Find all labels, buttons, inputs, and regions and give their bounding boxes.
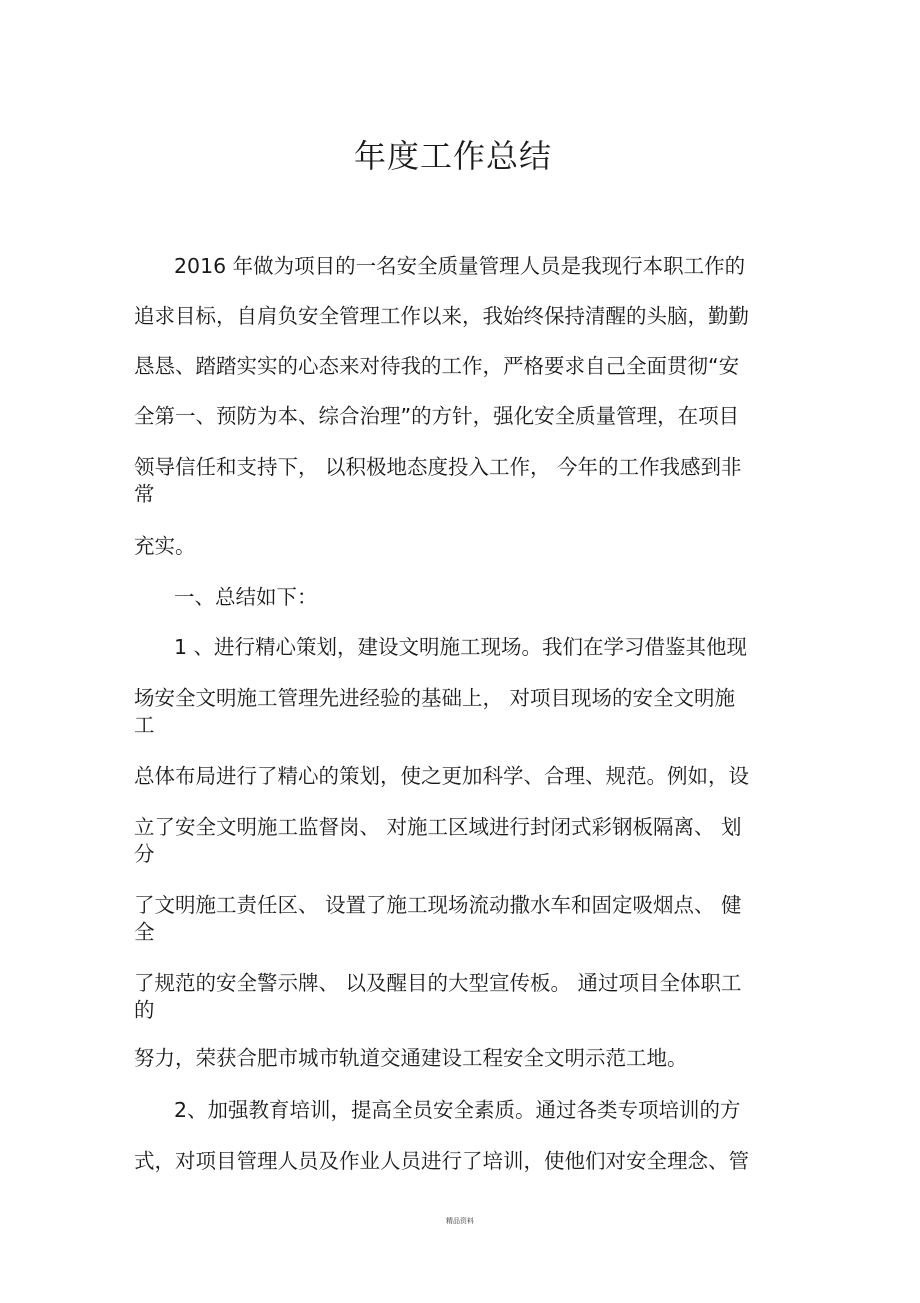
paragraph-line: 场安全文明施工管理先进经验的基础上， 对项目现场的安全文明施 [134, 686, 736, 710]
paragraph-line: 的 [134, 998, 155, 1022]
paragraph-line: 追求目标，自肩负安全管理工作以来，我始终保持清醒的头脑，勤勤 [134, 304, 749, 328]
paragraph-line: 立了安全文明施工监督岗、 对施工区域进行封闭式彩钢板隔离、 划 [134, 815, 742, 839]
paragraph-line: 了文明施工责任区、 设置了施工现场流动撒水车和固定吸烟点、 健 [134, 893, 742, 917]
paragraph-line: 努力，荣获合肥市城市轨道交通建设工程安全文明示范工地。 [134, 1046, 688, 1070]
paragraph-line: 1 、进行精心策划，建设文明施工现场。我们在学习借鉴其他现 [174, 635, 748, 659]
section-heading: 一、总结如下： [174, 585, 318, 609]
paragraph-line: 2016 年做为项目的一名安全质量管理人员是我现行本职工作的 [174, 254, 746, 278]
paragraph-line: 了规范的安全警示牌、 以及醒目的大型宣传板。 通过项目全体职工 [134, 971, 742, 995]
paragraph-line: 总体布局进行了精心的策划，使之更加科学、合理、规范。例如，设 [134, 764, 749, 788]
paragraph-line: 全第一、预防为本、综合治理”的方针，强化安全质量管理，在项目 [134, 404, 740, 428]
paragraph-line: 2、加强教育培训，提高全员安全素质。通过各类专项培训的方 [174, 1098, 741, 1122]
paragraph-line: 分 [134, 842, 155, 866]
page-footer: 精品资料 [446, 1217, 474, 1225]
document-title: 年度工作总结 [353, 137, 552, 175]
paragraph-line: 领导信任和支持下， 以积极地态度投入工作， 今年的工作我感到非 [134, 455, 742, 479]
paragraph-line: 充实。 [134, 534, 196, 558]
paragraph-line: 式，对项目管理人员及作业人员进行了培训，使他们对安全理念、管 [134, 1149, 749, 1173]
paragraph-line: 工 [134, 713, 155, 737]
paragraph-line: 全 [134, 920, 155, 944]
paragraph-line: 恳恳、踏踏实实的心态来对待我的工作，严格要求自己全面贯彻“安 [134, 354, 740, 378]
paragraph-line: 常 [134, 482, 155, 506]
